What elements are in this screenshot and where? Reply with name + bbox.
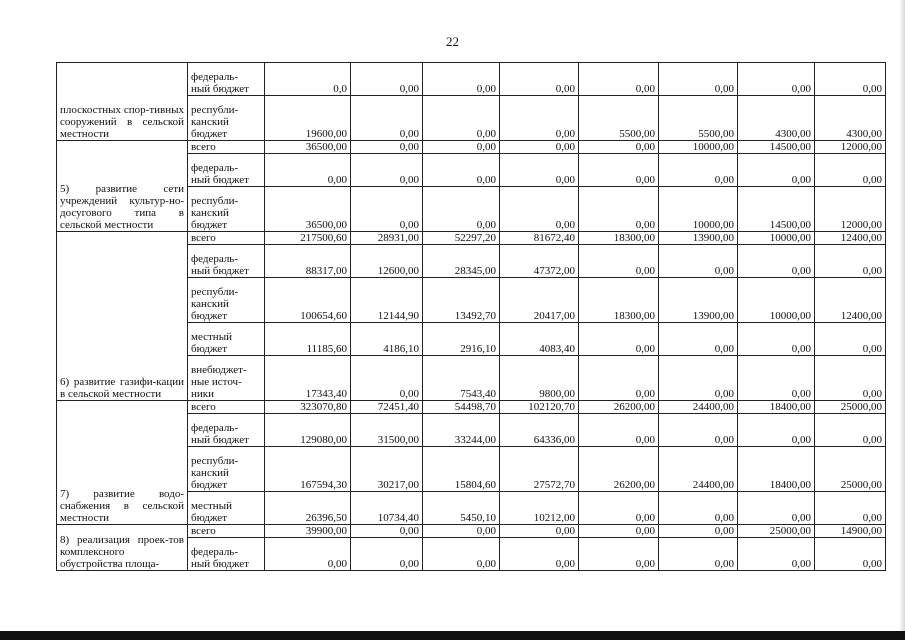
amount-cell: 0,00 <box>659 492 738 525</box>
amount-cell: 33244,00 <box>423 414 500 447</box>
amount-cell: 0,00 <box>500 63 579 96</box>
amount-cell: 12000,00 <box>815 187 886 232</box>
funding-source-cell: федераль- ный бюджет <box>188 414 265 447</box>
amount-cell: 100654,60 <box>265 278 351 323</box>
page-number: 22 <box>446 34 459 49</box>
amount-cell: 4300,00 <box>738 96 815 141</box>
amount-cell: 36500,00 <box>265 187 351 232</box>
amount-cell: 18300,00 <box>579 278 659 323</box>
amount-cell: 12000,00 <box>815 141 886 154</box>
amount-cell: 39900,00 <box>265 525 351 538</box>
amount-cell: 0,00 <box>351 525 423 538</box>
table-row <box>57 141 886 154</box>
amount-cell: 4300,00 <box>815 96 886 141</box>
amount-cell: 25000,00 <box>738 525 815 538</box>
amount-cell: 52297,20 <box>423 232 500 245</box>
amount-cell: 0,00 <box>351 187 423 232</box>
amount-cell: 18400,00 <box>738 447 815 492</box>
funding-source-cell: внебюджет- ные источ- ники <box>188 356 265 401</box>
section-title-cell: плоскостных спор-тивных сооружений в сельской местности <box>57 63 188 141</box>
amount-cell: 0,00 <box>738 356 815 401</box>
funding-source-cell: федераль- ный бюджет <box>188 245 265 278</box>
amount-cell: 0,00 <box>738 63 815 96</box>
amount-cell: 0,00 <box>815 356 886 401</box>
table-row <box>57 525 886 538</box>
amount-cell: 0,00 <box>500 538 579 571</box>
amount-cell: 26396,50 <box>265 492 351 525</box>
amount-cell: 0,00 <box>579 538 659 571</box>
amount-cell: 0,00 <box>351 141 423 154</box>
amount-cell: 47372,00 <box>500 245 579 278</box>
amount-cell: 5500,00 <box>579 96 659 141</box>
amount-cell: 2916,10 <box>423 323 500 356</box>
amount-cell: 0,00 <box>500 96 579 141</box>
amount-cell: 0,00 <box>579 492 659 525</box>
amount-cell: 12600,00 <box>351 245 423 278</box>
amount-cell: 10734,40 <box>351 492 423 525</box>
amount-cell: 88317,00 <box>265 245 351 278</box>
amount-cell: 14500,00 <box>738 187 815 232</box>
amount-cell: 0,00 <box>815 414 886 447</box>
amount-cell: 0,00 <box>423 141 500 154</box>
amount-cell: 0,00 <box>579 187 659 232</box>
amount-cell: 28345,00 <box>423 245 500 278</box>
amount-cell: 0,00 <box>579 525 659 538</box>
amount-cell: 0,00 <box>738 154 815 187</box>
table-row <box>57 232 886 245</box>
scan-edge-shadow <box>899 0 905 631</box>
amount-cell: 0,00 <box>579 154 659 187</box>
amount-cell: 24400,00 <box>659 447 738 492</box>
amount-cell: 18400,00 <box>738 401 815 414</box>
amount-cell: 0,00 <box>659 356 738 401</box>
amount-cell: 4083,40 <box>500 323 579 356</box>
amount-cell: 0,00 <box>659 63 738 96</box>
section-title-cell: 6) развитие газифи-кации в сельской местности <box>57 232 188 401</box>
section-title-cell: 7) развитие водо-снабжения в сельской местности <box>57 401 188 525</box>
amount-cell: 0,00 <box>500 141 579 154</box>
amount-cell: 12144,90 <box>351 278 423 323</box>
amount-cell: 0,00 <box>659 245 738 278</box>
amount-cell: 10000,00 <box>738 278 815 323</box>
amount-cell: 0,00 <box>423 63 500 96</box>
amount-cell: 25000,00 <box>815 447 886 492</box>
amount-cell: 0,00 <box>659 154 738 187</box>
amount-cell: 0,00 <box>815 492 886 525</box>
funding-source-cell: всего <box>188 141 265 154</box>
amount-cell: 14500,00 <box>738 141 815 154</box>
amount-cell: 0,00 <box>423 525 500 538</box>
amount-cell: 0,00 <box>815 154 886 187</box>
amount-cell: 0,00 <box>659 538 738 571</box>
amount-cell: 323070,80 <box>265 401 351 414</box>
section-title-cell: 5) развитие сети учреждений культур-но-досугового типа в сельской местности <box>57 141 188 232</box>
budget-table-body <box>57 63 886 571</box>
amount-cell: 0,00 <box>423 154 500 187</box>
amount-cell: 30217,00 <box>351 447 423 492</box>
amount-cell: 24400,00 <box>659 401 738 414</box>
amount-cell: 10000,00 <box>738 232 815 245</box>
amount-cell: 129080,00 <box>265 414 351 447</box>
amount-cell: 26200,00 <box>579 447 659 492</box>
amount-cell: 0,00 <box>738 323 815 356</box>
funding-source-cell: всего <box>188 232 265 245</box>
amount-cell: 0,00 <box>423 538 500 571</box>
amount-cell: 0,00 <box>351 356 423 401</box>
amount-cell: 81672,40 <box>500 232 579 245</box>
amount-cell: 0,00 <box>579 414 659 447</box>
amount-cell: 13900,00 <box>659 232 738 245</box>
amount-cell: 25000,00 <box>815 401 886 414</box>
amount-cell: 0,00 <box>815 323 886 356</box>
amount-cell: 217500,60 <box>265 232 351 245</box>
funding-source-cell: местный бюджет <box>188 492 265 525</box>
section-title-cell: 8) реализация проек-тов комплексного обустройства площа- <box>57 525 188 571</box>
amount-cell: 0,00 <box>738 245 815 278</box>
amount-cell: 0,00 <box>500 525 579 538</box>
amount-cell: 0,00 <box>579 356 659 401</box>
amount-cell: 102120,70 <box>500 401 579 414</box>
amount-cell: 11185,60 <box>265 323 351 356</box>
amount-cell: 0,00 <box>423 96 500 141</box>
amount-cell: 5500,00 <box>659 96 738 141</box>
amount-cell: 0,00 <box>351 96 423 141</box>
amount-cell: 5450,10 <box>423 492 500 525</box>
table-row <box>57 401 886 414</box>
amount-cell: 15804,60 <box>423 447 500 492</box>
amount-cell: 9800,00 <box>500 356 579 401</box>
amount-cell: 167594,30 <box>265 447 351 492</box>
amount-cell: 14900,00 <box>815 525 886 538</box>
funding-source-cell: федераль- ный бюджет <box>188 63 265 96</box>
amount-cell: 54498,70 <box>423 401 500 414</box>
amount-cell: 0,0 <box>265 63 351 96</box>
amount-cell: 13492,70 <box>423 278 500 323</box>
amount-cell: 72451,40 <box>351 401 423 414</box>
amount-cell: 0,00 <box>738 492 815 525</box>
amount-cell: 0,00 <box>500 187 579 232</box>
amount-cell: 0,00 <box>815 63 886 96</box>
amount-cell: 7543,40 <box>423 356 500 401</box>
amount-cell: 12400,00 <box>815 232 886 245</box>
amount-cell: 0,00 <box>579 245 659 278</box>
amount-cell: 0,00 <box>659 414 738 447</box>
funding-source-cell: всего <box>188 525 265 538</box>
amount-cell: 20417,00 <box>500 278 579 323</box>
amount-cell: 28931,00 <box>351 232 423 245</box>
amount-cell: 0,00 <box>659 525 738 538</box>
amount-cell: 0,00 <box>423 187 500 232</box>
amount-cell: 0,00 <box>579 141 659 154</box>
amount-cell: 4186,10 <box>351 323 423 356</box>
amount-cell: 0,00 <box>351 154 423 187</box>
amount-cell: 0,00 <box>815 245 886 278</box>
budget-table <box>56 62 886 571</box>
amount-cell: 27572,70 <box>500 447 579 492</box>
amount-cell: 36500,00 <box>265 141 351 154</box>
funding-source-cell: республи- канский бюджет <box>188 447 265 492</box>
amount-cell: 0,00 <box>579 323 659 356</box>
amount-cell: 0,00 <box>815 538 886 571</box>
scan-bottom-border <box>0 631 905 640</box>
amount-cell: 0,00 <box>659 323 738 356</box>
table-row <box>57 63 886 96</box>
funding-source-cell: местный бюджет <box>188 323 265 356</box>
amount-cell: 0,00 <box>500 154 579 187</box>
funding-source-cell: республи- канский бюджет <box>188 187 265 232</box>
amount-cell: 12400,00 <box>815 278 886 323</box>
amount-cell: 10000,00 <box>659 141 738 154</box>
funding-source-cell: всего <box>188 401 265 414</box>
funding-source-cell: федераль- ный бюджет <box>188 538 265 571</box>
funding-source-cell: республи- канский бюджет <box>188 96 265 141</box>
amount-cell: 10212,00 <box>500 492 579 525</box>
amount-cell: 0,00 <box>265 538 351 571</box>
amount-cell: 64336,00 <box>500 414 579 447</box>
amount-cell: 0,00 <box>351 63 423 96</box>
amount-cell: 18300,00 <box>579 232 659 245</box>
amount-cell: 0,00 <box>351 538 423 571</box>
amount-cell: 26200,00 <box>579 401 659 414</box>
amount-cell: 0,00 <box>265 154 351 187</box>
amount-cell: 0,00 <box>738 414 815 447</box>
funding-source-cell: республи- канский бюджет <box>188 278 265 323</box>
amount-cell: 13900,00 <box>659 278 738 323</box>
amount-cell: 10000,00 <box>659 187 738 232</box>
amount-cell: 31500,00 <box>351 414 423 447</box>
funding-source-cell: федераль- ный бюджет <box>188 154 265 187</box>
amount-cell: 19600,00 <box>265 96 351 141</box>
amount-cell: 0,00 <box>738 538 815 571</box>
amount-cell: 0,00 <box>579 63 659 96</box>
amount-cell: 17343,40 <box>265 356 351 401</box>
